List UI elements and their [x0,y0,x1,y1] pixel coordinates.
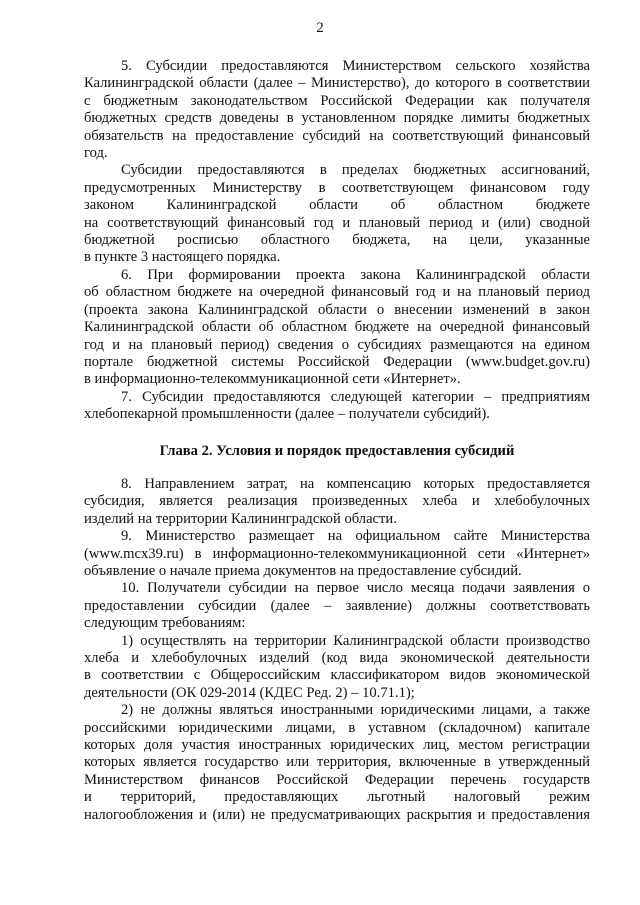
text-line: 1) осуществлять на территории Калининградской области производство [121,632,590,649]
text-line: 9. Министерство размещает на официальном сайте Министерства [121,528,590,545]
text-line: изделий на территории Калининградской области. [84,510,397,527]
paragraph-p6 [84,267,590,389]
text-line: предоставлении субсидии (далее – заявление) должны соответствовать [84,597,590,614]
paragraph-p5 [84,58,590,162]
text-line: которых доля участия иностранных юридических лиц, местом регистрации [84,737,590,754]
document-body [84,58,590,824]
paragraph-p10 [84,580,590,632]
text-line: год. [84,145,108,162]
paragraph-p8 [84,476,590,528]
text-line: бюджетных средств доведены в установленном порядке лимиты бюджетных [84,110,590,127]
text-line: следующим требованиям: [84,615,246,632]
text-line: 6. При формировании проекта закона Калининградской области [121,266,590,283]
text-line: год и на плановый период) сведения о субсидиях размещаются на едином [84,336,590,353]
text-line: Министерством финансов Российской Федерации перечень государств [84,771,590,788]
paragraph-p7 [84,389,590,424]
text-line: с бюджетным законодательством Российской Федерации как получателя [84,92,590,109]
text-line: в соответствии с Общероссийским классификатором видов экономической [84,667,590,684]
text-line: хлебопекарной промышленности (далее – получатели субсидий). [84,406,490,423]
text-line: хлеба и хлебобулочных изделий (код вида экономической деятельности [84,650,590,666]
section-before-heading [84,58,590,424]
text-line: (проекта закона Калининградской области о внесении изменений в закон [84,301,590,318]
text-line: налогообложения и (или) не предусматривающих раскрытия и предоставления [84,806,590,823]
text-line: об областном бюджете на очередной финансовый год и на плановый период [84,284,590,301]
text-line: Калининградской области (далее – Министерство), до которого в соответствии [84,75,590,92]
paragraph-p9 [84,528,590,580]
text-line: в информационно-телекоммуникационной сети «Интернет». [84,371,461,388]
text-line: российскими юридическими лицами, в уставном (складочном) капитале [84,719,590,736]
text-line: (www.mcx39.ru) в информационно-телекоммуникационной сети «Интернет» [84,545,590,562]
text-line: портале бюджетной системы Российской Федерации (www.budget.gov.ru) [84,353,590,370]
paragraph-p10_2 [84,702,590,824]
text-line: 8. Направлением затрат, на компенсацию которых предоставляется [121,475,590,492]
text-line: 2) не должны являться иностранными юридическими лицами, а также [121,702,590,719]
text-line: которых является государство или территория, включенные в утвержденный [84,754,590,771]
section-after-heading [84,476,590,824]
text-line: на соответствующий финансовый год и плановый период и (или) сводной [84,214,590,231]
text-line: деятельности (ОК 029-2014 (КДЕС Ред. 2) – 10.71.1); [84,684,415,701]
text-line: законом Калининградской области об областном бюджете [84,197,590,214]
text-line: Субсидии предоставляются в пределах бюджетных ассигнований, [121,162,590,179]
paragraph-p5b [84,162,590,266]
text-line: субсидия, является реализация произведенных хлеба и хлебобулочных [84,493,590,510]
text-line: обязательств на предоставление субсидий на соответствующий финансовый [84,127,590,144]
chapter-heading: Глава 2. Условия и порядок предоставления субсидий [159,442,515,459]
page-number: 2 [316,20,324,36]
text-line: предусмотренных Министерству в соответствующем финансовом году [84,179,590,196]
text-line: 5. Субсидии предоставляются Министерством сельского хозяйства [121,58,590,74]
text-line: объявление о начале приема документов на предоставление субсидий. [84,562,522,579]
text-line: 7. Субсидии предоставляются следующей категории – предприятиям [121,388,590,405]
text-line: в пункте 3 настоящего порядка. [84,249,281,266]
text-line: Калининградской области об областном бюджете на очередной финансовый [84,319,590,336]
text-line: 10. Получатели субсидии на первое число месяца подачи заявления о [121,580,590,597]
text-line: и территорий, предоставляющих льготный налоговый режим [84,789,590,806]
text-line: бюджетной росписью областного бюджета, на цели, указанные [84,232,590,249]
paragraph-p10_1 [84,633,590,703]
